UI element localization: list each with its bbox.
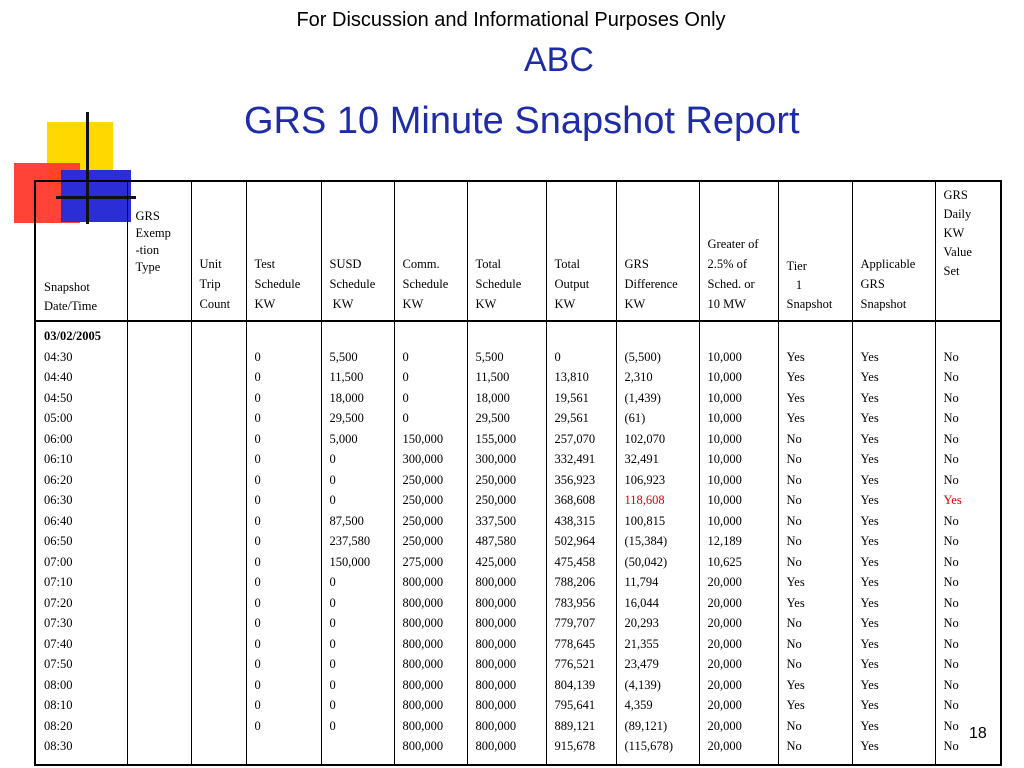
- cell-total-sched: 800,000: [475, 718, 517, 733]
- cell-tier1: No: [786, 616, 802, 630]
- table-header-row: [35, 181, 1001, 321]
- cell-total-sched: 425,000: [475, 554, 517, 569]
- cell-total-sched: 250,000: [475, 493, 517, 507]
- cell-greater: 10,000: [707, 431, 742, 446]
- cell-greater: 20,000: [707, 575, 742, 589]
- cell-test: 0: [254, 390, 261, 405]
- cell-greater: 10,000: [707, 349, 742, 364]
- cell-time: 06:50: [44, 534, 73, 548]
- cell-applicable: Yes: [860, 575, 879, 589]
- cell-greater: 20,000: [707, 739, 742, 753]
- header-line: Daily: [943, 207, 972, 221]
- cell-susd: 0: [329, 698, 336, 712]
- cell-diff: 11,794: [624, 575, 659, 589]
- cell-tier1: Yes: [786, 698, 805, 712]
- cell-diff: (61): [624, 411, 646, 425]
- cell-tier1: No: [786, 493, 802, 507]
- cell-diff: 16,044: [624, 595, 659, 610]
- cell-diff: 118,608: [624, 493, 665, 507]
- cell-susd: 0: [329, 718, 336, 733]
- cell-applicable: Yes: [860, 554, 879, 569]
- cell-total-out: 368,608: [554, 493, 596, 507]
- cell-comm: 800,000: [402, 718, 444, 733]
- cell-tier1: No: [786, 554, 802, 569]
- cell-diff: (89,121): [624, 718, 668, 733]
- header-line: Output: [554, 277, 590, 291]
- cell-diff: (1,439): [624, 390, 661, 405]
- header-line: Exemp: [135, 226, 171, 240]
- cell-tier1: Yes: [786, 575, 805, 589]
- cell-test: [255, 736, 321, 757]
- header-line: Date/Time: [44, 299, 98, 313]
- cell-total-sched: 800,000: [475, 595, 517, 610]
- header-line: Unit: [199, 257, 222, 271]
- header-line: Value: [943, 245, 972, 259]
- header-line: Schedule: [475, 277, 522, 291]
- grs-snapshot-table: [34, 180, 1002, 766]
- cell-comm: 800,000: [402, 595, 444, 610]
- cell-total-out: 438,315: [554, 513, 596, 528]
- cell-daily: No: [943, 636, 959, 651]
- cell-daily: No: [943, 657, 959, 671]
- cell-daily: No: [943, 616, 959, 630]
- cell-daily: No: [943, 575, 959, 589]
- cell-total-out: 778,645: [554, 636, 596, 651]
- cell-comm: 0: [402, 390, 409, 405]
- cell-comm: 800,000: [402, 657, 444, 671]
- cell-total-sched: 250,000: [475, 472, 517, 487]
- cell-applicable: Yes: [860, 616, 879, 630]
- cell-tier1: No: [786, 452, 802, 466]
- col-susd-schedule: [321, 321, 394, 765]
- header-line: GRS: [943, 188, 968, 202]
- col-header-total-schedule: [467, 181, 546, 321]
- col-grs-difference: [616, 321, 699, 765]
- header-line: 10 MW: [707, 297, 747, 311]
- cell-comm: 300,000: [402, 452, 444, 466]
- cell-greater: 10,000: [707, 411, 742, 425]
- cell-time: 07:30: [44, 616, 73, 630]
- cell-susd: 0: [329, 677, 336, 692]
- page-title: ABC: [524, 41, 594, 79]
- cell-test: 0: [254, 616, 261, 630]
- cell-test: 0: [254, 698, 261, 712]
- cell-total-out: 804,139: [554, 677, 596, 692]
- cell-comm: 250,000: [402, 513, 444, 528]
- header-line: GRS: [624, 257, 649, 271]
- cell-time: 06:30: [44, 493, 73, 507]
- header-line: Tier: [786, 259, 807, 273]
- header-line: GRS: [860, 277, 885, 291]
- cell-total-out: 783,956: [554, 595, 596, 610]
- cell-total-sched: 800,000: [475, 677, 517, 692]
- cell-applicable: Yes: [860, 349, 879, 364]
- cell-test: 0: [254, 657, 261, 671]
- cell-time: 06:00: [44, 431, 73, 446]
- cell-time: 06:10: [44, 452, 73, 466]
- cell-total-sched: 800,000: [475, 636, 517, 651]
- cell-time: 06:40: [44, 513, 73, 528]
- cell-tier1: No: [786, 636, 802, 651]
- col-header-susd-schedule: [321, 181, 394, 321]
- cell-total-out: 795,641: [554, 698, 596, 712]
- cell-daily: No: [943, 472, 959, 487]
- cell-susd: 150,000: [329, 554, 371, 569]
- cell-greater: 20,000: [707, 595, 742, 610]
- header-line: Set: [943, 264, 960, 278]
- header-line: Snapshot: [786, 297, 833, 311]
- cell-greater: 20,000: [707, 616, 742, 630]
- cell-test: 0: [254, 493, 261, 507]
- cell-daily: No: [943, 390, 959, 405]
- header-line: Type: [135, 260, 161, 274]
- cell-greater: 20,000: [707, 636, 742, 651]
- cell-time: 07:10: [44, 575, 73, 589]
- cell-diff: 2,310: [624, 370, 653, 384]
- cell-time: 04:50: [44, 390, 73, 405]
- cell-daily: No: [943, 370, 959, 384]
- cell-susd: 0: [329, 472, 336, 487]
- cell-comm: 0: [402, 349, 409, 364]
- cell-susd: 237,580: [329, 534, 371, 548]
- cell-total-sched: 11,500: [475, 370, 510, 384]
- header-line: Snapshot: [44, 280, 90, 294]
- cell-greater: 20,000: [707, 677, 742, 692]
- header-line: KW: [624, 297, 646, 311]
- header-line: Snapshot: [860, 297, 907, 311]
- header-line: Trip: [199, 277, 221, 291]
- page-number: 18: [969, 725, 987, 742]
- cell-comm: 800,000: [402, 739, 444, 753]
- cell-diff: 20,293: [624, 616, 659, 630]
- cell-total-sched: 800,000: [475, 657, 517, 671]
- col-header-daily-kw-value: [935, 181, 1001, 321]
- cell-time: 06:20: [44, 472, 73, 487]
- cell-applicable: Yes: [860, 493, 879, 507]
- cell-greater: 20,000: [707, 698, 742, 712]
- cell-greater: 10,000: [707, 472, 742, 487]
- cell-diff: 106,923: [624, 472, 666, 487]
- cell-total-sched: 800,000: [475, 575, 517, 589]
- cell-total-sched: 337,500: [475, 513, 517, 528]
- header-line: 1: [786, 278, 803, 292]
- cell-comm: 250,000: [402, 493, 444, 507]
- cell-total-sched: 5,500: [475, 349, 504, 364]
- cell-applicable: Yes: [860, 636, 879, 651]
- header-line: GRS: [135, 209, 160, 223]
- cell-comm: 800,000: [402, 677, 444, 692]
- cell-tier1: Yes: [786, 390, 805, 405]
- header-line: Test: [254, 257, 276, 271]
- col-greater-of: [699, 321, 778, 765]
- cell-comm: 800,000: [402, 636, 444, 651]
- cell-greater: 20,000: [707, 657, 742, 671]
- cell-test: 0: [254, 431, 261, 446]
- cell-daily: No: [943, 411, 959, 425]
- cell-total-sched: 800,000: [475, 739, 517, 753]
- cell-comm: 150,000: [402, 431, 444, 446]
- cell-test: 0: [254, 718, 261, 733]
- col-header-test-schedule: [246, 181, 321, 321]
- cell-daily: No: [943, 349, 959, 364]
- cell-total-out: 19,561: [554, 390, 589, 405]
- cell-diff: 102,070: [624, 431, 666, 446]
- cell-total-out: 332,491: [554, 452, 596, 466]
- cell-susd: 5,000: [329, 431, 358, 446]
- cell-test: 0: [254, 370, 261, 384]
- cell-applicable: Yes: [860, 595, 879, 610]
- header-line: -tion: [135, 243, 160, 257]
- cell-greater: 10,000: [707, 370, 742, 384]
- cell-greater: 10,625: [707, 554, 742, 569]
- cell-test: 0: [254, 554, 261, 569]
- snapshot-date: 03/02/2005: [44, 329, 101, 343]
- cell-applicable: Yes: [860, 718, 879, 733]
- cell-total-out: 502,964: [554, 534, 596, 548]
- header-line: SUSD: [329, 257, 362, 271]
- cell-applicable: Yes: [860, 513, 879, 528]
- header-line: KW: [329, 297, 354, 311]
- cell-applicable: Yes: [860, 698, 879, 712]
- header-line: Applicable: [860, 257, 916, 271]
- cell-applicable: Yes: [860, 390, 879, 405]
- cell-daily: No: [943, 677, 959, 692]
- cell-diff: 32,491: [624, 452, 659, 466]
- cell-susd: 87,500: [329, 513, 364, 528]
- cell-susd: 0: [329, 493, 336, 507]
- cell-tier1: No: [786, 657, 802, 671]
- cell-greater: 12,189: [707, 534, 742, 548]
- cell-total-out: 29,561: [554, 411, 589, 425]
- header-line: Sched. or: [707, 277, 755, 291]
- cell-tier1: Yes: [786, 411, 805, 425]
- header-line: Schedule: [402, 277, 449, 291]
- cell-susd: 5,500: [329, 349, 358, 364]
- header-line: Greater of: [707, 237, 759, 251]
- cell-diff: (4,139): [624, 677, 661, 692]
- cell-time: 08:00: [44, 677, 73, 692]
- cell-applicable: Yes: [860, 472, 879, 487]
- time-list: [44, 347, 127, 757]
- cell-applicable: Yes: [860, 657, 879, 671]
- col-exemption-type: [127, 321, 191, 765]
- cell-total-sched: 800,000: [475, 698, 517, 712]
- cell-total-sched: 29,500: [475, 411, 510, 425]
- cell-greater: 10,000: [707, 390, 742, 405]
- col-header-tier1-snapshot: [778, 181, 852, 321]
- col-header-exemption-type: [127, 181, 191, 321]
- cell-total-out: 776,521: [554, 657, 596, 671]
- cell-diff: 100,815: [624, 513, 666, 528]
- cell-tier1: No: [786, 718, 802, 733]
- cell-test: 0: [254, 677, 261, 692]
- cell-susd: 18,000: [329, 390, 364, 405]
- cell-comm: 800,000: [402, 698, 444, 712]
- cell-comm: 800,000: [402, 616, 444, 630]
- cell-susd: 0: [329, 452, 336, 466]
- cell-applicable: Yes: [860, 677, 879, 692]
- cell-diff: (115,678): [624, 739, 673, 753]
- cell-total-sched: 300,000: [475, 452, 517, 466]
- cell-daily: No: [943, 698, 959, 712]
- header-line: Total: [554, 257, 581, 271]
- col-header-snapshot: [35, 181, 127, 321]
- header-line: 2.5% of: [707, 257, 748, 271]
- cell-diff: 4,359: [624, 698, 653, 712]
- col-applicable: [852, 321, 935, 765]
- header-line: KW: [254, 297, 276, 311]
- cell-diff: 21,355: [624, 636, 659, 651]
- cell-susd: 0: [329, 575, 336, 589]
- header-line: Difference: [624, 277, 678, 291]
- cell-comm: 250,000: [402, 472, 444, 487]
- cell-total-out: 13,810: [554, 370, 589, 384]
- cell-diff: (50,042): [624, 554, 668, 569]
- col-unit-trip-count: [191, 321, 246, 765]
- cell-daily: No: [943, 554, 959, 569]
- cell-total-out: 475,458: [554, 554, 596, 569]
- cell-comm: 800,000: [402, 575, 444, 589]
- cell-time: 04:30: [44, 349, 73, 364]
- col-header-greater-of: [699, 181, 778, 321]
- col-daily-kw-value: [935, 321, 1001, 765]
- cell-total-sched: 155,000: [475, 431, 517, 446]
- cell-daily: No: [943, 513, 959, 528]
- cell-applicable: Yes: [860, 411, 879, 425]
- cell-total-out: 0: [554, 349, 561, 364]
- col-test-schedule: [246, 321, 321, 765]
- cell-susd: 0: [329, 595, 336, 610]
- col-header-total-output: [546, 181, 616, 321]
- col-header-comm-schedule: [394, 181, 467, 321]
- cell-daily: No: [943, 739, 959, 753]
- cell-total-out: 788,206: [554, 575, 596, 589]
- cell-test: 0: [254, 636, 261, 651]
- cell-tier1: Yes: [786, 595, 805, 610]
- cell-susd: [330, 736, 394, 757]
- cell-comm: 250,000: [402, 534, 444, 548]
- table-body-row: [35, 321, 1001, 765]
- cell-applicable: Yes: [860, 739, 879, 753]
- cell-daily: No: [943, 452, 959, 466]
- cell-diff: (5,500): [624, 349, 661, 364]
- col-header-applicable-grs: [852, 181, 935, 321]
- cell-applicable: Yes: [860, 452, 879, 466]
- cell-tier1: No: [786, 513, 802, 528]
- header-line: Total: [475, 257, 502, 271]
- cell-susd: 0: [329, 657, 336, 671]
- cell-test: 0: [254, 595, 261, 610]
- cell-test: 0: [254, 472, 261, 487]
- cell-time: 08:20: [44, 718, 73, 733]
- col-total-schedule: [467, 321, 546, 765]
- header-line: KW: [475, 297, 497, 311]
- cell-tier1: No: [786, 534, 802, 548]
- cell-susd: 0: [329, 636, 336, 651]
- cell-susd: 11,500: [329, 370, 364, 384]
- cell-comm: 0: [402, 370, 409, 384]
- cell-time: 07:00: [44, 554, 73, 569]
- cell-time: 07:20: [44, 595, 73, 610]
- cell-applicable: Yes: [860, 431, 879, 446]
- col-tier1: [778, 321, 852, 765]
- cell-time: 08:10: [44, 698, 73, 712]
- col-snapshot-datetime: [35, 321, 127, 765]
- cell-greater: 10,000: [707, 493, 742, 507]
- cell-susd: 0: [329, 616, 336, 630]
- cell-tier1: No: [786, 739, 802, 753]
- header-line: KW: [554, 297, 576, 311]
- cell-daily: Yes: [943, 493, 962, 507]
- col-comm-schedule: [394, 321, 467, 765]
- cell-time: 05:00: [44, 411, 73, 425]
- cell-daily: No: [943, 718, 959, 733]
- report-title: GRS 10 Minute Snapshot Report: [244, 100, 800, 142]
- cell-time: 07:40: [44, 636, 73, 651]
- header-line: Schedule: [329, 277, 376, 291]
- col-header-unit-trip-count: [191, 181, 246, 321]
- cell-diff: (15,384): [624, 534, 668, 548]
- disclaimer-text: For Discussion and Informational Purposes Only: [296, 9, 726, 31]
- cell-tier1: No: [786, 472, 802, 487]
- cell-susd: 29,500: [329, 411, 364, 425]
- cell-greater: 10,000: [707, 452, 742, 466]
- cell-time: 07:50: [44, 657, 73, 671]
- cell-test: 0: [254, 349, 261, 364]
- cell-greater: 20,000: [707, 718, 742, 733]
- cell-test: 0: [254, 534, 261, 548]
- cell-total-out: 889,121: [554, 718, 596, 733]
- cell-daily: No: [943, 431, 959, 446]
- cell-total-out: 356,923: [554, 472, 596, 487]
- cell-applicable: Yes: [860, 534, 879, 548]
- cell-tier1: Yes: [786, 677, 805, 692]
- header-line: Count: [199, 297, 231, 311]
- header-line: Comm.: [402, 257, 440, 271]
- cell-daily: No: [943, 595, 959, 610]
- cell-test: 0: [254, 452, 261, 466]
- cell-daily: No: [943, 534, 959, 548]
- cell-applicable: Yes: [860, 370, 879, 384]
- cell-total-out: 915,678: [554, 739, 596, 753]
- col-total-output: [546, 321, 616, 765]
- cell-comm: 275,000: [402, 554, 444, 569]
- cell-time: 08:30: [44, 739, 73, 753]
- cell-total-sched: 800,000: [475, 616, 517, 630]
- cell-tier1: Yes: [786, 349, 805, 364]
- cell-total-sched: 18,000: [475, 390, 510, 405]
- cell-test: 0: [254, 513, 261, 528]
- col-header-grs-difference: [616, 181, 699, 321]
- cell-tier1: Yes: [786, 370, 805, 384]
- cell-test: 0: [254, 575, 261, 589]
- cell-total-out: 779,707: [554, 616, 596, 630]
- cell-diff: 23,479: [624, 657, 659, 671]
- cell-test: 0: [254, 411, 261, 425]
- header-line: KW: [943, 226, 965, 240]
- cell-greater: 10,000: [707, 513, 742, 528]
- cell-time: 04:40: [44, 370, 73, 384]
- cell-tier1: No: [786, 431, 802, 446]
- header-line: Schedule: [254, 277, 301, 291]
- cell-total-out: 257,070: [554, 431, 596, 446]
- cell-total-sched: 487,580: [475, 534, 517, 548]
- cell-comm: 0: [402, 411, 409, 425]
- header-line: KW: [402, 297, 424, 311]
